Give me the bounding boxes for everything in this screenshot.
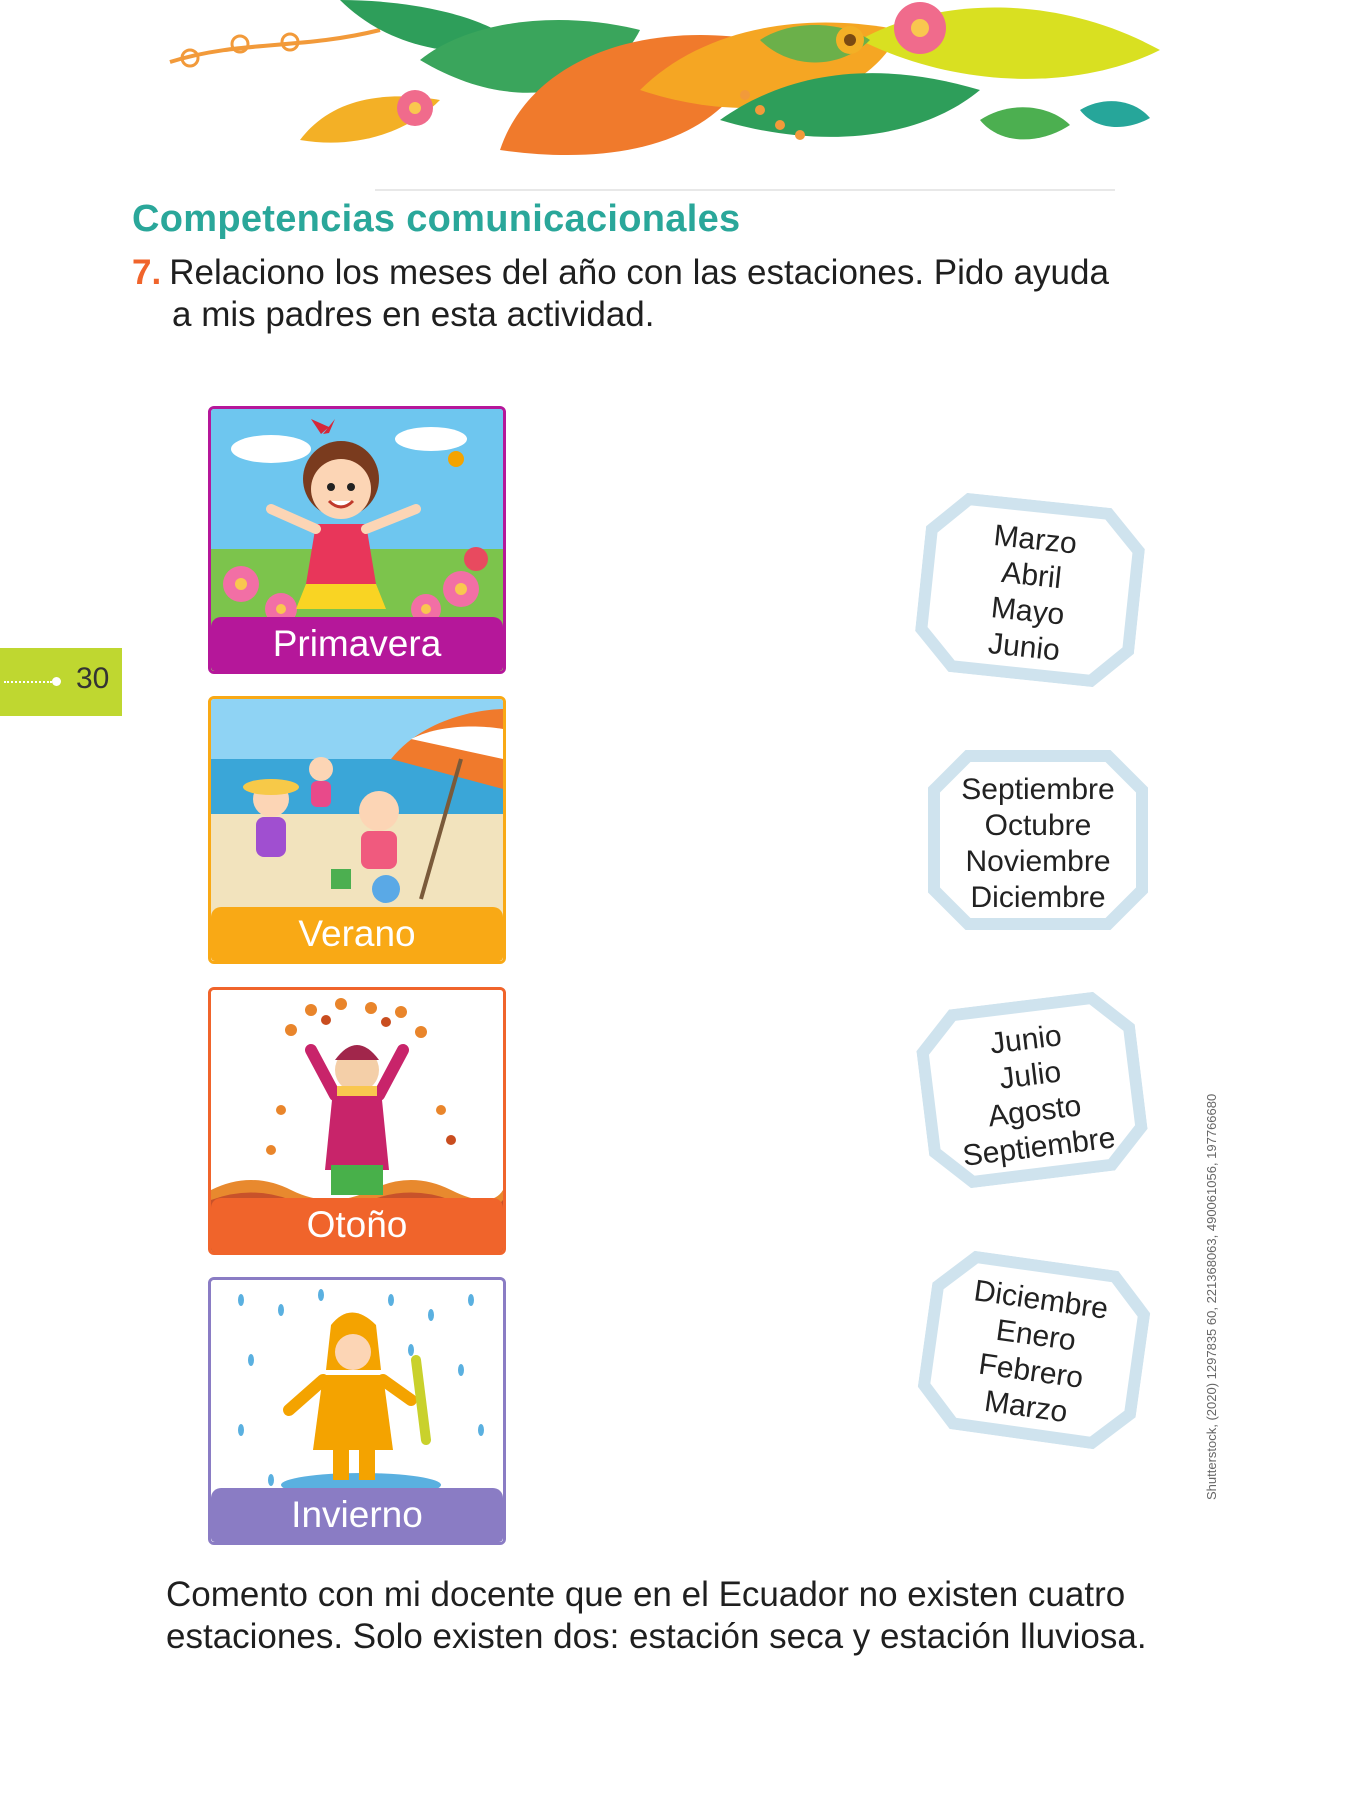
instruction-line-1: Relaciono los meses del año con las estaciones. Pido ayuda (169, 253, 1109, 292)
month-item: Junio (986, 627, 1062, 668)
season-card-primavera (208, 406, 506, 674)
image-credit: Shutterstock, (2020) 1297835 60, 221368063, 490061056, 197766680 (1204, 1093, 1219, 1500)
season-label-invierno: Invierno (211, 1488, 503, 1542)
header-divider (375, 189, 1115, 191)
month-item: Mayo (989, 591, 1066, 632)
section-title: Competencias comunicacionales (132, 198, 741, 240)
month-item: Diciembre (971, 1274, 1111, 1326)
exercise-instruction (132, 252, 1212, 336)
month-list (915, 1009, 1151, 1179)
page-number: 30 (76, 662, 110, 695)
month-list (914, 1267, 1152, 1440)
month-list (913, 511, 1147, 677)
season-card-invierno (208, 1277, 506, 1545)
month-item: Julio (997, 1055, 1063, 1096)
season-label-verano: Verano (211, 907, 503, 961)
month-list (928, 772, 1148, 916)
month-group-1 (911, 489, 1149, 691)
leaf-banner-illustration (0, 0, 1350, 200)
month-item: Marzo (992, 519, 1079, 561)
page-tab-dots (4, 681, 52, 683)
month-item: Junio (988, 1019, 1064, 1061)
month-item: Diciembre (970, 881, 1106, 914)
season-card-verano (208, 696, 506, 964)
season-label-otono: Otoño (211, 1198, 503, 1252)
season-card-otono (208, 987, 506, 1255)
footer-note: Comento con mi docente que en el Ecuador no existen cuatro estaciones. Solo existen dos: estación seca y estación lluviosa. (166, 1575, 1147, 1656)
instruction-line-2: a mis padres en esta actividad. (172, 295, 655, 334)
month-item: Noviembre (965, 845, 1111, 878)
season-label-primavera: Primavera (211, 617, 503, 671)
page-number-tab (0, 648, 122, 716)
month-group-3 (912, 987, 1152, 1192)
page-tab-dot (52, 677, 61, 686)
month-item: Abril (999, 556, 1064, 596)
month-item: Octubre (984, 809, 1092, 842)
month-group-4 (913, 1246, 1156, 1455)
month-item: Enero (994, 1313, 1078, 1358)
month-group-2 (928, 750, 1148, 930)
month-item: Agosto (986, 1089, 1083, 1134)
exercise-number: 7. (132, 253, 162, 292)
month-item: Febrero (976, 1347, 1086, 1395)
month-item: Septiembre (961, 773, 1115, 806)
month-item: Marzo (982, 1384, 1070, 1430)
month-item: Septiembre (960, 1121, 1118, 1173)
